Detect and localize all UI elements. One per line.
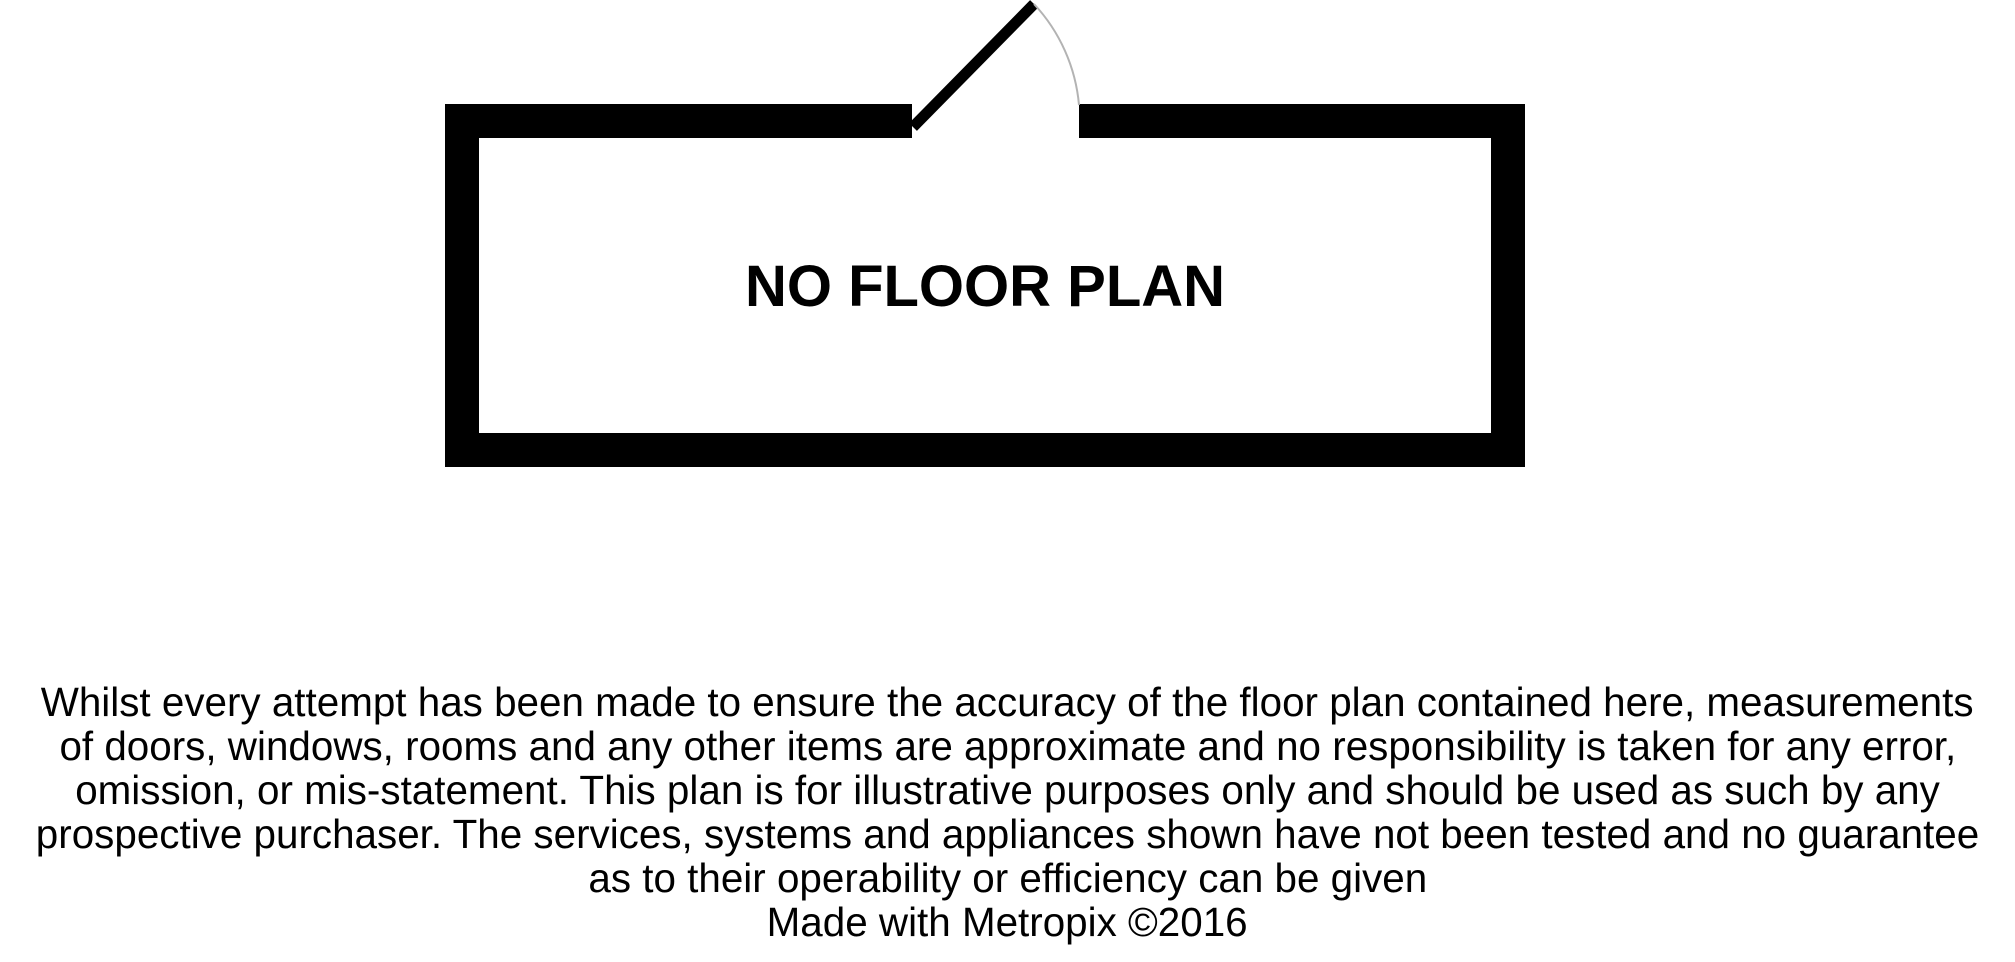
wall-bottom: [445, 433, 1525, 467]
wall-top-left-segment: [445, 104, 912, 138]
door-leaf: [913, 4, 1034, 127]
disclaimer-line: [0, 812, 2015, 856]
disclaimer-line-text: of doors, windows, rooms and any other items are approximate and no responsibility is taken for any error,: [59, 723, 1956, 769]
metropix-credit-text: Made with Metropix ©2016: [767, 899, 1248, 945]
disclaimer-line-text: Whilst every attempt has been made to ensure the accuracy of the floor plan contained here, measurements: [41, 679, 1974, 725]
disclaimer-text-block: [0, 680, 2015, 944]
metropix-credit: [0, 900, 2015, 944]
disclaimer-line: [0, 680, 2015, 724]
door-swing-arc-icon: [1034, 4, 1079, 105]
wall-top-right-segment: [1079, 104, 1525, 138]
disclaimer-line-text: omission, or mis-statement. This plan is for illustrative purposes only and should be used as such by any: [75, 767, 1940, 813]
disclaimer-line: [0, 768, 2015, 812]
disclaimer-line-text: as to their operability or efficiency can be given: [588, 855, 1427, 901]
disclaimer-line-text: prospective purchaser. The services, systems and appliances shown have not been tested and no guarantee: [35, 811, 1980, 857]
disclaimer-line: [0, 724, 2015, 768]
no-floor-plan-label: NO FLOOR PLAN: [744, 254, 1226, 319]
disclaimer-line: [0, 856, 2015, 900]
